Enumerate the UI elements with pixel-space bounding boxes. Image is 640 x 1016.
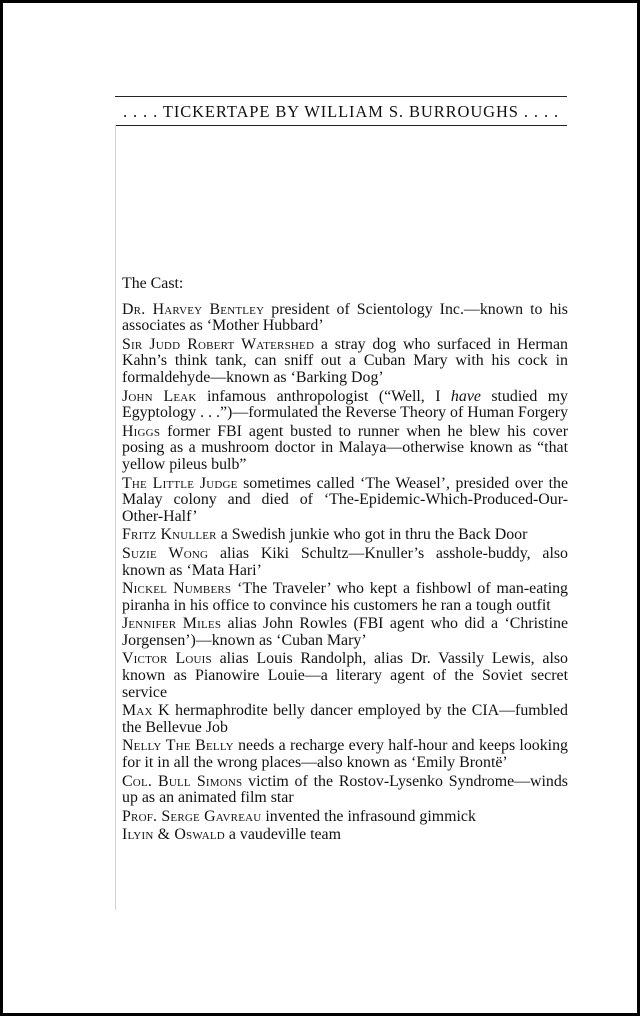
gutter-line [115, 125, 116, 910]
cast-description: alias Louis Randolph, alias Dr. Vassily Lewis, also known as Pianowire Louie—a literary agent of the Soviet secret service [122, 650, 569, 701]
header-rule-bottom [115, 125, 567, 126]
cast-description: ‘The Traveler’ who kept a fishbowl of man-eating piranha in his office to convince his customers he ran a tough outfit [122, 580, 568, 614]
cast-name: Suzie Wong [122, 544, 209, 562]
cast-description: president of Scientology Inc.—known to his associates as ‘Mother Hubbard’ [122, 300, 568, 335]
cast-entry [122, 546, 568, 579]
cast-description: needs a recharge every half-hour and keeps looking for it in all the wrong places—also known as ‘Emily Brontë’ [122, 737, 568, 772]
cast-entry [122, 302, 568, 335]
cast-entry [122, 809, 568, 826]
cast-entry [122, 651, 568, 701]
cast-entry [122, 581, 568, 614]
cast-entry [122, 527, 568, 544]
cast-entry [122, 424, 568, 474]
cast-entry [122, 337, 568, 387]
cast-name: Higgs [122, 422, 161, 440]
cast-name: Ilyin & Oswald [122, 826, 225, 844]
cast-list [122, 276, 568, 846]
cast-name: John Leak [122, 387, 197, 405]
cast-description: a Swedish junkie who got in thru the Back Door [216, 526, 528, 544]
running-head: . . . . TICKERTAPE BY WILLIAM S. BURROUGHS . . . . [122, 102, 560, 121]
cast-entry [122, 774, 568, 807]
cast-name: Fritz Knuller [122, 526, 217, 544]
cast-name: The Little Judge [122, 474, 238, 492]
cast-description: a stray dog who surfaced in Herman Kahn’s think tank, can sniff out a Cuban Mary with his cock in formaldehyde—known as ‘Barking Dog’ [122, 335, 569, 386]
cast-name: Jennifer Miles [122, 615, 222, 633]
page-header [115, 96, 567, 126]
cast-name: Victor Louis [122, 650, 212, 668]
cast-description: invented the infrasound gimmick [261, 807, 476, 825]
cast-entry [122, 703, 568, 736]
cast-name: Nickel Numbers [122, 580, 232, 598]
cast-description: former FBI agent busted to runner when he blew his cover posing as a mushroom doctor in Malaya—otherwise known as “that yellow pileus bulb” [122, 422, 568, 473]
cast-description: sometimes called ‘The Weasel’, presided over the Malay colony and died of ‘The-Epidemic-Which-Produced-Our-Other-Half’ [122, 474, 568, 525]
cast-description-emphasis: have [450, 387, 481, 405]
cast-name: Prof. Serge Gavreau [122, 807, 262, 825]
cast-name: Nelly The Belly [122, 737, 234, 755]
cast-heading: The Cast: [122, 275, 184, 292]
cast-name: Sir Judd Robert Watershed [122, 335, 315, 353]
cast-entry [122, 827, 568, 844]
cast-description: infamous anthropologist (“Well, I [196, 387, 451, 405]
cast-description: a vaudeville team [224, 826, 341, 844]
cast-description: alias Kiki Schultz—Knuller’s asshole-buddy, also known as ‘Mata Hari’ [122, 544, 568, 579]
cast-name: Col. Bull Simons [122, 772, 243, 790]
cast-name: Dr. Harvey Bentley [122, 300, 265, 318]
cast-entry [122, 738, 568, 771]
cast-entry [122, 389, 568, 422]
cast-description: hermaphrodite belly dancer employed by the CIA—fumbled the Bellevue Job [122, 702, 568, 736]
cast-entry [122, 476, 568, 526]
cast-name: Max K [122, 702, 170, 720]
cast-entry [122, 616, 568, 649]
cast-description: studied my Egyptology . . .”)—formulated the Reverse Theory of Human Forgery [122, 387, 569, 422]
cast-description: alias John Rowles (FBI agent who did a ‘Christine Jorgensen’)—known as ‘Cuban Mary’ [122, 615, 569, 649]
cast-description: victim of the Rostov-Lysenko Syndrome—winds up as an animated film star [122, 772, 568, 807]
